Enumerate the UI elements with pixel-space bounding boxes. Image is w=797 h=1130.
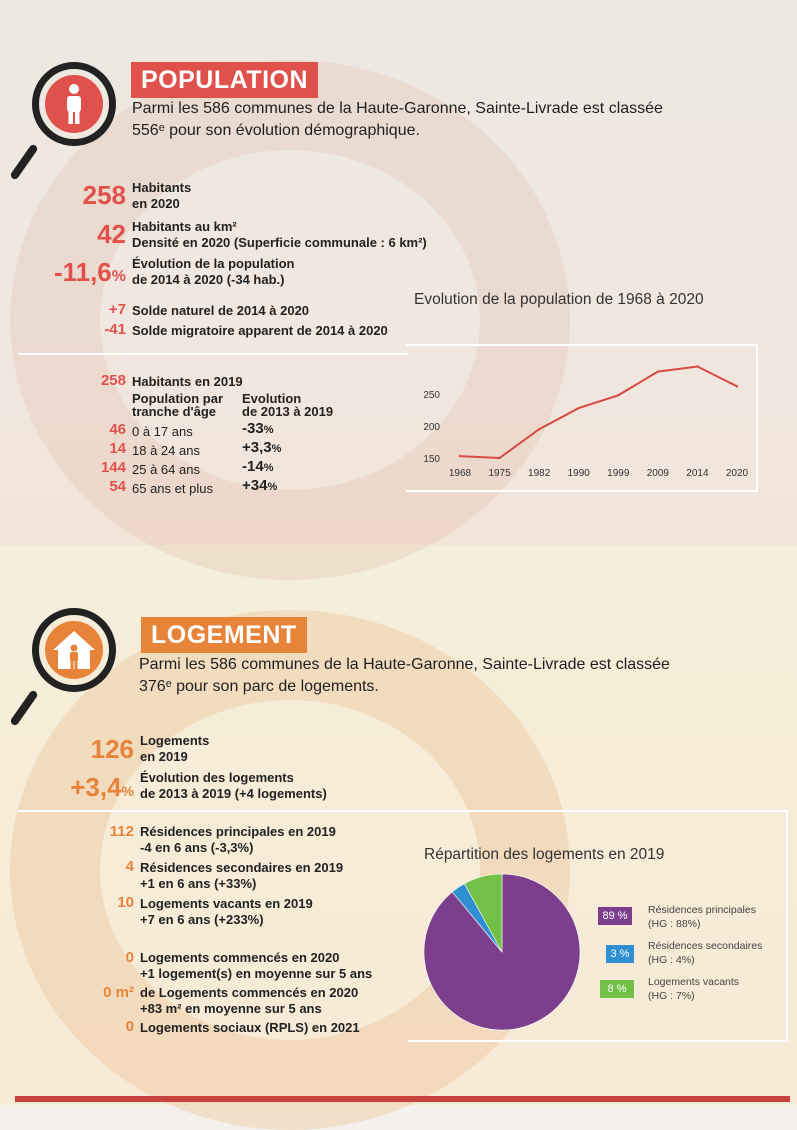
detail-evolution: +1 en 6 ans (+33%) xyxy=(140,876,257,891)
solde-migratoire-label: Solde migratoire apparent de 2014 à 2020 xyxy=(132,323,388,338)
logements-label: Logements xyxy=(140,733,210,748)
age-evolution xyxy=(242,421,273,438)
evolution-number xyxy=(40,257,126,288)
logements-evolution-number xyxy=(44,772,134,803)
detail-label: Résidences secondaires en 2019 xyxy=(140,860,344,875)
x-tick-label: 2014 xyxy=(686,468,709,479)
age-count: 14 xyxy=(109,440,126,457)
solde-naturel-label: Solde naturel de 2014 à 2020 xyxy=(132,303,310,318)
intro-line: 556ᵉ pour son évolution démographique. xyxy=(132,122,420,139)
x-tick-label: 1975 xyxy=(488,468,511,479)
logements-year: en 2019 xyxy=(140,749,188,764)
habitants-year: en 2020 xyxy=(132,196,180,211)
header-line: tranche d'âge xyxy=(132,404,217,419)
detail-evolution: -4 en 6 ans (-3,3%) xyxy=(140,840,254,855)
data-point xyxy=(736,385,738,387)
age-evolution xyxy=(242,440,281,457)
data-point xyxy=(696,365,698,367)
magnifier-icon xyxy=(32,608,116,692)
legend-swatch: 3 % xyxy=(606,945,634,963)
age-range: 0 à 17 ans xyxy=(132,424,193,439)
construction-label: Logements sociaux (RPLS) en 2021 xyxy=(140,1020,360,1035)
legend-label xyxy=(648,903,756,931)
percent-sign: % xyxy=(263,424,274,436)
detail-evolution: +7 en 6 ans (+233%) xyxy=(140,912,264,927)
age-total-number: 258 xyxy=(100,372,126,389)
percent-sign: % xyxy=(267,481,278,493)
legend-label xyxy=(648,939,762,967)
evolution-label: Évolution de la population xyxy=(132,256,295,271)
habitants-number: 258 xyxy=(82,180,126,210)
construction-label: de Logements commencés en 2020 xyxy=(140,985,359,1000)
construction-label: Logements commencés en 2020 xyxy=(140,950,340,965)
footer-rule xyxy=(15,1096,790,1102)
age-evolution xyxy=(242,459,273,476)
age-evolution-value: +3,3 xyxy=(242,439,272,456)
legend-swatch: 89 % xyxy=(598,907,632,925)
legend-hg: (HG : 7%) xyxy=(648,990,695,1002)
logement-banner: LOGEMENT xyxy=(141,617,307,653)
detail-number: 112 xyxy=(109,823,134,840)
house-icon xyxy=(45,621,103,679)
population-series-line xyxy=(460,366,737,458)
densite-detail: Densité en 2020 (Superficie communale : 6 km²) xyxy=(132,235,427,250)
population-chart-title: Evolution de la population de 1968 à 2020 xyxy=(414,291,704,308)
logements-number: 126 xyxy=(90,734,134,764)
age-range: 65 ans et plus xyxy=(132,481,213,496)
logement-chart-title: Répartition des logements en 2019 xyxy=(424,846,665,863)
divider-line xyxy=(18,353,408,355)
legend-name: Résidences secondaires xyxy=(648,940,763,952)
construction-detail: +83 m² en moyenne sur 5 ans xyxy=(140,1001,322,1016)
construction-number: 0 m² xyxy=(103,984,134,1001)
evolution-value: +3,4 xyxy=(70,772,122,802)
data-point xyxy=(498,457,500,459)
intro-line: Parmi les 586 communes de la Haute-Garonne, Sainte-Livrade est classée xyxy=(132,100,663,117)
y-tick-label: 150 xyxy=(423,454,440,465)
data-point xyxy=(657,370,659,372)
detail-number: 10 xyxy=(117,894,134,911)
legend-swatch: 8 % xyxy=(600,980,634,998)
x-tick-label: 1968 xyxy=(448,468,472,479)
x-tick-label: 1999 xyxy=(607,468,630,479)
age-total-label: Habitants en 2019 xyxy=(132,374,243,389)
magnifier-icon xyxy=(32,62,116,146)
y-tick-label: 200 xyxy=(423,422,440,433)
data-point xyxy=(538,428,540,430)
legend-name: Résidences principales xyxy=(648,904,756,916)
divider-line xyxy=(18,810,410,812)
age-count: 46 xyxy=(109,421,126,438)
legend-name: Logements vacants xyxy=(648,976,740,988)
detail-label: Logements vacants en 2019 xyxy=(140,896,313,911)
evolution-column-header xyxy=(242,392,333,418)
data-point xyxy=(578,407,580,409)
age-count: 54 xyxy=(109,478,126,495)
construction-detail: +1 logement(s) en moyenne sur 5 ans xyxy=(140,966,373,981)
logement-pie-chart xyxy=(420,870,590,1034)
age-evolution-value: -33 xyxy=(242,420,264,437)
age-evolution-value: +34 xyxy=(242,477,268,494)
population-banner: POPULATION xyxy=(131,62,318,98)
detail-number: 4 xyxy=(125,858,134,875)
legend-hg: (HG : 4%) xyxy=(648,954,695,966)
detail-label: Résidences principales en 2019 xyxy=(140,824,336,839)
header-line: de 2013 à 2019 xyxy=(242,404,334,419)
age-range: 18 à 24 ans xyxy=(132,443,200,458)
header-line: Evolution xyxy=(242,391,302,406)
logements-evolution-label: Évolution des logements xyxy=(140,770,294,785)
intro-line: Parmi les 586 communes de la Haute-Garonne, Sainte-Livrade est classée xyxy=(139,656,670,673)
x-tick-label: 1982 xyxy=(528,468,551,479)
age-column-header xyxy=(132,392,223,418)
x-tick-label: 2009 xyxy=(646,468,669,479)
densite-number: 42 xyxy=(97,219,126,249)
y-tick-label: 250 xyxy=(423,390,440,401)
legend-label xyxy=(648,975,739,1003)
population-intro xyxy=(132,98,663,142)
legend-hg: (HG : 88%) xyxy=(648,918,701,930)
logements-evolution-detail: de 2013 à 2019 (+4 logements) xyxy=(140,786,327,801)
densite-label: Habitants au km² xyxy=(132,219,237,234)
evolution-unit: % xyxy=(111,268,126,285)
logement-intro xyxy=(139,654,670,698)
data-point xyxy=(459,455,461,457)
population-line-chart xyxy=(412,356,757,484)
age-count: 144 xyxy=(100,459,126,476)
percent-sign: % xyxy=(263,462,274,474)
construction-number: 0 xyxy=(125,1018,134,1035)
evolution-value: -11,6 xyxy=(53,257,112,287)
age-evolution-value: -14 xyxy=(242,458,264,475)
construction-number: 0 xyxy=(125,949,134,966)
evolution-detail: de 2014 à 2020 (-34 hab.) xyxy=(132,272,285,287)
solde-migratoire-number: -41 xyxy=(104,321,126,338)
intro-line: 376ᵉ pour son parc de logements. xyxy=(139,678,379,695)
habitants-label: Habitants xyxy=(132,180,192,195)
age-evolution xyxy=(242,478,277,495)
x-tick-label: 1990 xyxy=(567,468,590,479)
solde-naturel-number: +7 xyxy=(108,301,126,318)
percent-sign: % xyxy=(271,443,282,455)
data-point xyxy=(617,394,619,396)
evolution-unit: % xyxy=(121,783,134,799)
header-line: Population par xyxy=(132,391,223,406)
age-range: 25 à 64 ans xyxy=(132,462,200,477)
person-icon xyxy=(45,75,103,133)
x-tick-label: 2020 xyxy=(725,468,749,479)
